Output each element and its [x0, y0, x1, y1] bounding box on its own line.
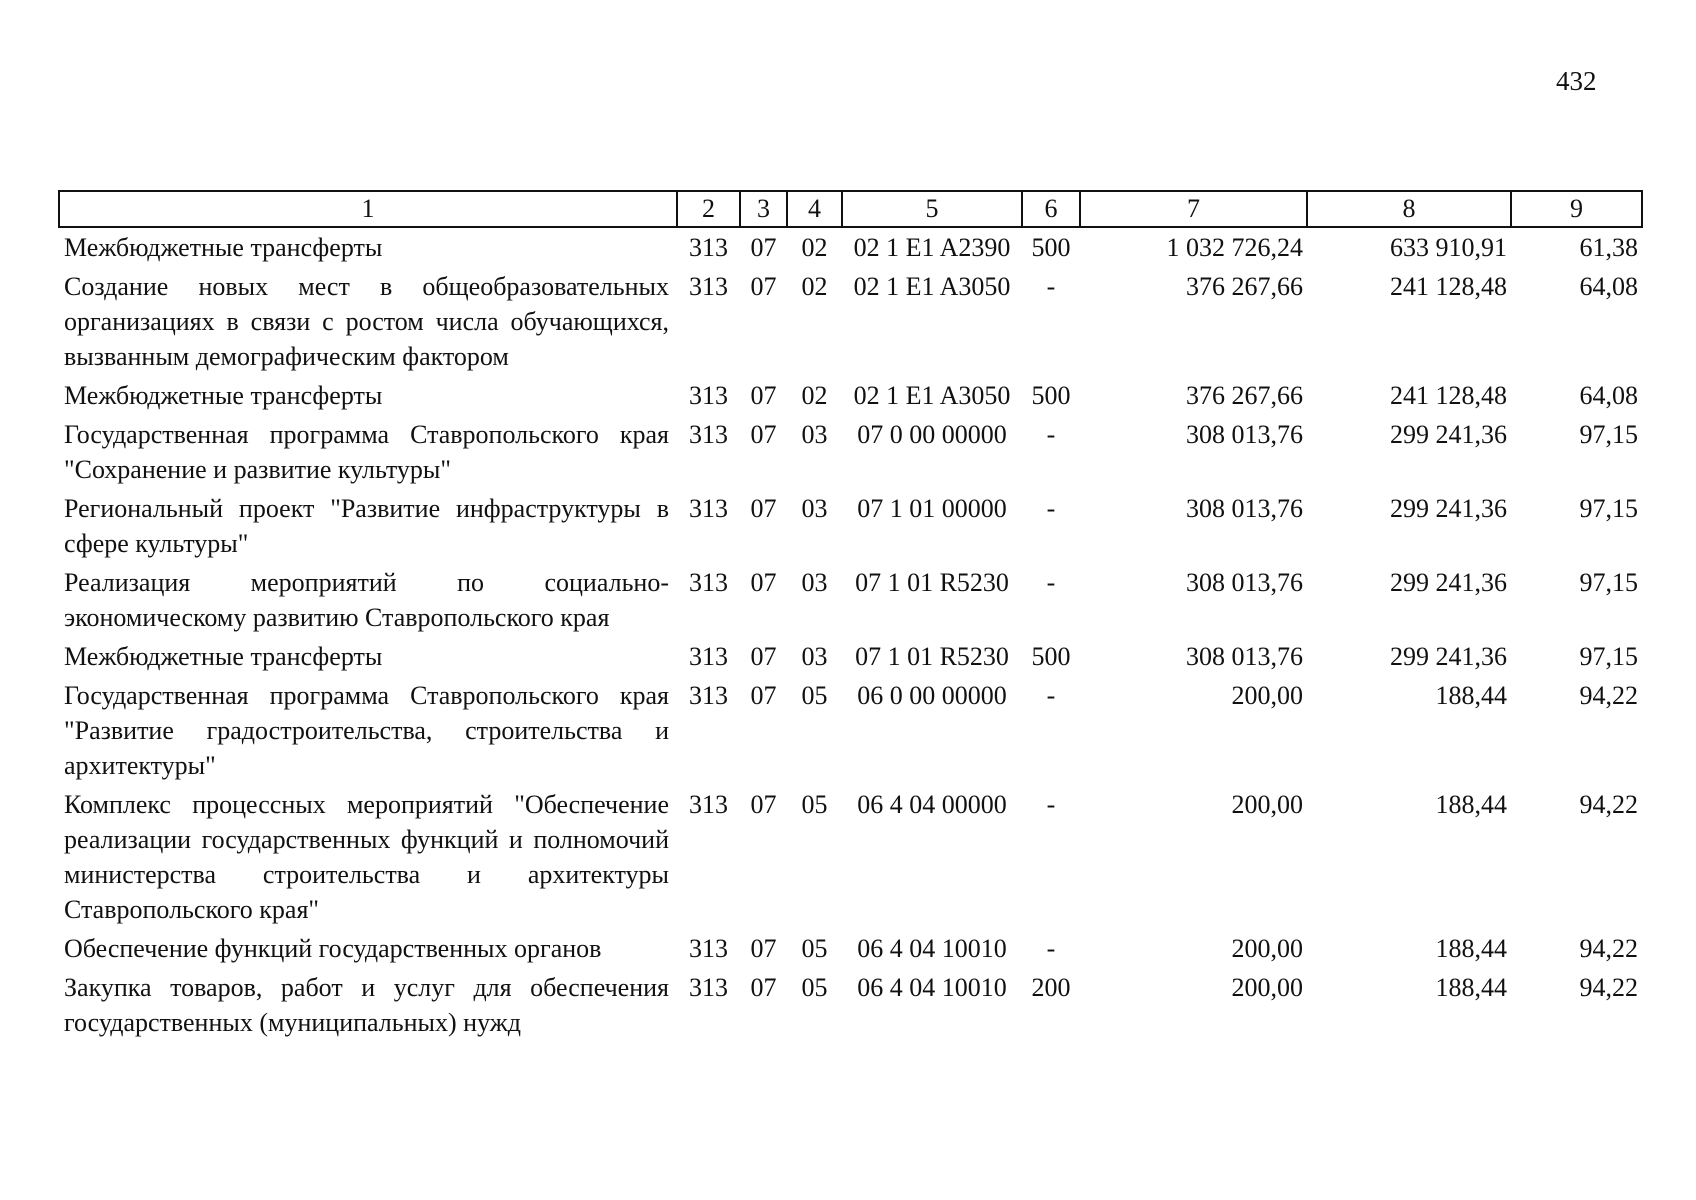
row-actual-amount: 188,44: [1435, 934, 1507, 963]
row-planned-amount: 308 013,76: [1186, 642, 1303, 671]
row-planned-amount: 200,00: [1231, 973, 1303, 1002]
row-grbs-code: 313: [689, 568, 728, 597]
row-target-article: 02 1 E1 A3050: [853, 272, 1011, 301]
row-subsection-code: 02: [801, 381, 828, 410]
table-row: [59, 415, 1642, 489]
row-expense-type: -: [1046, 420, 1056, 449]
row-grbs-code: 313: [689, 233, 728, 262]
table-row: [59, 227, 1642, 267]
row-expense-type: -: [1046, 494, 1056, 523]
row-grbs-code: 313: [689, 681, 728, 710]
row-percent: 64,08: [1579, 381, 1638, 410]
row-percent: 97,15: [1579, 494, 1638, 523]
row-target-article: 07 1 01 R5230: [855, 642, 1009, 671]
row-target-article: 02 1 E1 A3050: [853, 381, 1011, 410]
row-name: Государственная программа Ставропольского края "Развитие градостроительства, строительства и архитектуры": [64, 681, 669, 780]
row-percent: 61,38: [1579, 233, 1638, 262]
row-expense-type: -: [1046, 272, 1056, 301]
row-actual-amount: 188,44: [1435, 790, 1507, 819]
row-grbs-code: 313: [689, 973, 728, 1002]
row-target-article: 06 0 00 00000: [857, 681, 1007, 710]
row-target-article: 06 4 04 10010: [857, 934, 1007, 963]
row-planned-amount: 308 013,76: [1186, 420, 1303, 449]
row-actual-amount: 299 241,36: [1390, 420, 1507, 449]
budget-table: [58, 190, 1643, 1042]
row-actual-amount: 633 910,91: [1390, 233, 1507, 262]
row-name: Создание новых мест в общеобразовательных организациях в связи с ростом числа обучающихся, вызванным демографическим фактором: [64, 272, 669, 371]
row-name: Межбюджетные трансферты: [64, 642, 383, 671]
row-expense-type: 200: [1031, 973, 1071, 1002]
row-percent: 94,22: [1579, 934, 1638, 963]
row-percent: 97,15: [1579, 420, 1638, 449]
row-grbs-code: 313: [689, 381, 728, 410]
row-subsection-code: 05: [801, 790, 828, 819]
table-row: [59, 637, 1642, 676]
row-actual-amount: 241 128,48: [1390, 272, 1507, 301]
row-planned-amount: 376 267,66: [1186, 272, 1303, 301]
row-subsection-code: 02: [801, 272, 828, 301]
table-row: [59, 676, 1642, 785]
row-section-code: 07: [750, 934, 777, 963]
row-planned-amount: 308 013,76: [1186, 568, 1303, 597]
row-section-code: 07: [750, 568, 777, 597]
table-row: [59, 968, 1642, 1042]
row-percent: 97,15: [1579, 568, 1638, 597]
row-section-code: 07: [750, 642, 777, 671]
row-actual-amount: 241 128,48: [1390, 381, 1507, 410]
row-subsection-code: 03: [801, 642, 828, 671]
header-col-3: 3: [740, 191, 787, 227]
row-percent: 94,22: [1579, 973, 1638, 1002]
row-target-article: 02 1 E1 A2390: [853, 233, 1011, 262]
table-row: [59, 785, 1642, 929]
row-name: Межбюджетные трансферты: [64, 381, 383, 410]
header-col-9: 9: [1511, 191, 1642, 227]
row-target-article: 06 4 04 10010: [857, 973, 1007, 1002]
row-section-code: 07: [750, 681, 777, 710]
row-expense-type: 500: [1031, 642, 1071, 671]
row-grbs-code: 313: [689, 272, 728, 301]
row-actual-amount: 299 241,36: [1390, 494, 1507, 523]
row-planned-amount: 376 267,66: [1186, 381, 1303, 410]
row-planned-amount: 200,00: [1231, 934, 1303, 963]
row-expense-type: 500: [1031, 381, 1071, 410]
row-percent: 97,15: [1579, 642, 1638, 671]
row-target-article: 06 4 04 00000: [857, 790, 1007, 819]
page-number: 432: [1556, 66, 1597, 96]
row-name: Межбюджетные трансферты: [64, 233, 383, 262]
row-section-code: 07: [750, 420, 777, 449]
row-expense-type: 500: [1031, 233, 1071, 262]
row-expense-type: -: [1046, 934, 1056, 963]
row-actual-amount: 299 241,36: [1390, 642, 1507, 671]
header-col-4: 4: [787, 191, 842, 227]
header-col-5: 5: [842, 191, 1022, 227]
row-subsection-code: 03: [801, 494, 828, 523]
row-section-code: 07: [750, 494, 777, 523]
row-expense-type: -: [1046, 681, 1056, 710]
row-section-code: 07: [750, 233, 777, 262]
header-col-2: 2: [677, 191, 740, 227]
row-actual-amount: 299 241,36: [1390, 568, 1507, 597]
header-col-6: 6: [1022, 191, 1080, 227]
header-col-8: 8: [1307, 191, 1511, 227]
table-row: [59, 267, 1642, 376]
header-col-7: 7: [1080, 191, 1307, 227]
table-row: [59, 376, 1642, 415]
row-subsection-code: 05: [801, 973, 828, 1002]
row-planned-amount: 308 013,76: [1186, 494, 1303, 523]
row-name: Реализация мероприятий по социально-экономическому развитию Ставропольского края: [64, 568, 669, 632]
table-row: [59, 489, 1642, 563]
row-subsection-code: 05: [801, 681, 828, 710]
row-name: Региональный проект "Развитие инфраструктуры в сфере культуры": [64, 494, 669, 558]
row-target-article: 07 1 01 00000: [857, 494, 1007, 523]
row-target-article: 07 0 00 00000: [857, 420, 1007, 449]
row-grbs-code: 313: [689, 494, 728, 523]
row-name: Комплекс процессных мероприятий "Обеспечение реализации государственных функций и полномочий министерства строительства и архитектуры Ставропольского края": [64, 790, 669, 924]
header-row: [59, 191, 1642, 227]
row-actual-amount: 188,44: [1435, 973, 1507, 1002]
row-actual-amount: 188,44: [1435, 681, 1507, 710]
row-section-code: 07: [750, 973, 777, 1002]
row-subsection-code: 03: [801, 420, 828, 449]
row-section-code: 07: [750, 381, 777, 410]
row-grbs-code: 313: [689, 642, 728, 671]
table-row: [59, 563, 1642, 637]
row-subsection-code: 03: [801, 568, 828, 597]
row-grbs-code: 313: [689, 934, 728, 963]
row-planned-amount: 1 032 726,24: [1166, 233, 1303, 262]
row-section-code: 07: [750, 272, 777, 301]
row-percent: 64,08: [1579, 272, 1638, 301]
row-name: Закупка товаров, работ и услуг для обеспечения государственных (муниципальных) нужд: [64, 973, 669, 1037]
row-name: Обеспечение функций государственных органов: [64, 934, 602, 963]
row-percent: 94,22: [1579, 790, 1638, 819]
row-target-article: 07 1 01 R5230: [855, 568, 1009, 597]
row-grbs-code: 313: [689, 420, 728, 449]
table-header: [59, 191, 1642, 227]
row-grbs-code: 313: [689, 790, 728, 819]
row-planned-amount: 200,00: [1231, 790, 1303, 819]
table-row: [59, 929, 1642, 968]
row-name: Государственная программа Ставропольского края "Сохранение и развитие культуры": [64, 420, 669, 484]
header-col-1: 1: [59, 191, 677, 227]
row-expense-type: -: [1046, 790, 1056, 819]
table-body: [59, 227, 1642, 1042]
row-planned-amount: 200,00: [1231, 681, 1303, 710]
row-section-code: 07: [750, 790, 777, 819]
row-subsection-code: 02: [801, 233, 828, 262]
row-percent: 94,22: [1579, 681, 1638, 710]
row-subsection-code: 05: [801, 934, 828, 963]
row-expense-type: -: [1046, 568, 1056, 597]
